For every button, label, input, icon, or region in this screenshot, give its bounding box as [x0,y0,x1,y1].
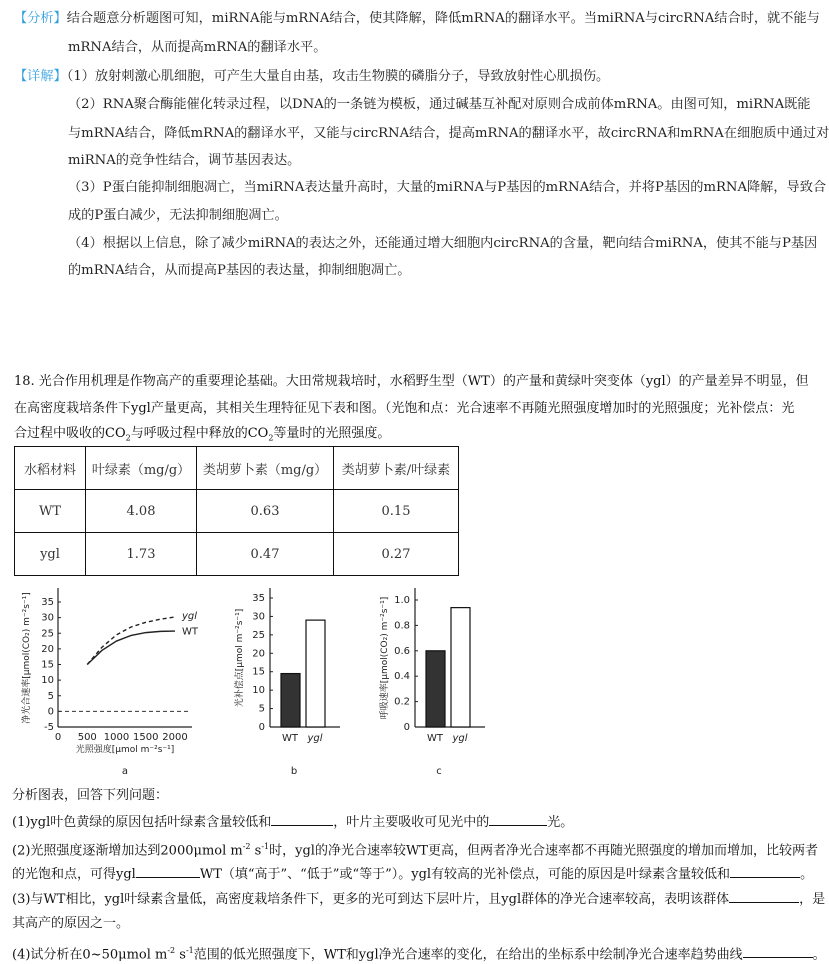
table-cell: ygl [15,533,86,576]
detail-line: 与mRNA结合，降低mRNA的翻译水平，又能与circRNA结合，提高mRNA的翻译水平，故circRNA和mRNA在细胞质中通过对 [68,126,829,141]
question-3: (3)与WT相比，ygl叶绿素含量低，高密度栽培条件下，更多的光可到达下层叶片，且ygl群体的净光合速率较高，表明该群体 ，是 [12,889,825,909]
detail-line: 的mRNA结合，从而提高P基因的表达量，抑制细胞凋亡。 [68,263,411,278]
series-line-ygl [87,617,175,665]
prompt-intro: 分析图表，回答下列问题： [12,788,169,803]
table-cell: 0.47 [197,533,334,576]
table-header: 类胡萝卜素（mg/g） [197,447,334,490]
y-tick-label: 0 [403,722,410,733]
series-line-WT [87,631,175,664]
y-tick-label: 0 [47,706,54,718]
x-tick-label: 1000 [103,732,130,743]
answer-blank[interactable] [730,864,800,878]
y-tick-label: 0.8 [394,620,410,632]
figure-a [20,588,199,777]
y-tick-label: 25 [41,628,54,640]
y-tick-label: 35 [252,593,265,604]
analysis-tag: 【分析】 [14,11,67,26]
figures [0,580,808,780]
x-tick-label: 0 [54,732,62,743]
table-cell: 1.73 [86,533,197,576]
legend-wt: WT [182,626,198,638]
answer-blank[interactable] [136,864,200,878]
analysis-line: 结合题意分析题图可知，miRNA能与mRNA结合，使其降解，降低mRNA的翻译水平。当miRNA与circRNA结合时，就不能与 [66,11,820,26]
answer-blank[interactable] [271,812,333,826]
bar-ygl [306,620,325,727]
legend-ygl: ygl [182,611,198,623]
answer-blank[interactable] [489,812,547,826]
bar-WT [426,651,445,727]
y-tick-label: 15 [41,659,54,671]
y-tick-label: 0 [258,722,265,733]
y-axis-label: 光补偿点[μmol m⁻²s⁻¹] [235,608,245,708]
detail-line: 成的P蛋白减少，无法抑制细胞凋亡。 [68,208,288,223]
x-tick-label: WT [282,733,298,744]
y-tick-label: 30 [41,612,54,624]
figure-caption: a [121,766,129,777]
table-cell: 0.27 [334,533,459,576]
answer-blank[interactable] [743,944,813,958]
y-tick-label: -5 [44,722,54,733]
question-2: (2)光照强度逐渐增加达到2000μmol $m^{-2}$ $s^{-1}$时，ygl的净光合速率较WT更高，但两者净光合速率都不再随光照强度的增加而增加，比较两者 [12,842,818,859]
y-tick-label: 35 [41,597,54,608]
table-cell: 0.15 [334,490,459,533]
y-tick-label: 5 [258,703,265,715]
y-tick-label: 20 [41,643,54,655]
table-header: 叶绿素（mg/g） [86,447,197,490]
y-tick-label: 10 [41,675,54,687]
detail-line: （1）放射刺激心肌细胞，可产生大量自由基，攻击生物膜的磷脂分子，导致放射性心肌损伤。 [66,69,610,84]
detail-line: （2）RNA聚合酶能催化转录过程，以DNA的一条链为模板，通过碱基互补配对原则合成前体mRNA。由图可知，miRNA既能 [68,97,811,112]
x-tick-label: 2000 [162,732,188,743]
figure-b [233,588,340,777]
y-tick-label: 10 [252,685,265,697]
table-cell: 0.63 [197,490,334,533]
y-tick-label: 15 [252,666,265,678]
x-tick-label: WT [427,733,443,744]
figure-caption: c [436,766,442,777]
table-cell: WT [15,490,86,533]
detail-line: （4）根据以上信息，除了减少miRNA的表达之外，还能通过增大细胞内circRNA的含量，靶向结合miRNA，使其不能与P基因 [68,236,818,251]
y-tick-label: 30 [252,611,265,623]
pigment-table [14,446,459,576]
question-1: (1)ygl叶色黄绿的原因包括叶绿素含量较低和 ，叶片主要吸收可见光中的 光。 [12,812,573,832]
answer-blank[interactable] [729,889,799,903]
bar-ygl [451,608,470,727]
y-tick-label: 5 [47,690,54,702]
detail-line: （3）P蛋白能抑制细胞凋亡，当miRNA表达量升高时，大量的miRNA与P基因的mRNA结合，并将P基因的mRNA降解，导致合 [68,180,827,195]
detail-tag: 【详解】 [14,69,67,84]
y-tick-label: 0.6 [394,645,410,657]
question-line: 18. 光合作用机理是作物高产的重要理论基础。大田常规栽培时，水稻野生型（WT）的产量和黄绿叶突变体（ygl）的产量差异不明显，但 [14,374,809,389]
table-row [15,533,459,576]
y-tick-label: 1.0 [394,595,410,606]
table-header: 类胡萝卜素/叶绿素 [334,447,459,490]
y-tick-label: 20 [252,648,265,660]
table-cell: 4.08 [86,490,197,533]
y-tick-label: 0.2 [394,696,410,708]
y-axis-label: 呼吸速率[μmol(CO₂) m⁻²s⁻¹] [380,596,390,720]
x-tick-label: ygl [452,733,468,744]
y-tick-label: 0.4 [394,671,410,683]
figure-caption: b [290,766,298,777]
y-tick-label: 25 [252,629,265,641]
analysis-line: mRNA结合，从而提高mRNA的翻译水平。 [68,40,327,55]
table-header: 水稻材料 [15,447,86,490]
table-row [15,490,459,533]
y-axis-label: 净光合速率[μmol(CO₂) m⁻²s⁻¹] [22,592,32,724]
question-line: 合过程中吸收的$CO_2$与呼吸过程中释放的$CO_2$等量时的光照强度。 [14,426,391,443]
question-line: 在高密度栽培条件下ygl产量更高，其相关生理特征见下表和图。（光饱和点：光合速率不再随光照强度增加时的光照强度；光补偿点：光 [14,401,795,416]
detail-line: miRNA的竞争性结合，调节基因表达。 [68,153,301,168]
question-4: (4)试分析在0~50μmol $m^{-2}$ $s^{-1}$范围的低光照强度下，WT和ygl净光合速率的变化，在给出的坐标系中绘制净光合速率趋势曲线 。 [12,946,826,963]
x-tick-label: 1500 [133,732,159,743]
x-tick-label: ygl [307,733,323,744]
x-axis-label: 光照强度[μmol m⁻²s⁻¹] [75,745,175,755]
x-tick-label: 500 [77,732,97,743]
figure-c [378,588,485,777]
table-header-row [15,447,459,490]
bar-WT [281,674,300,727]
